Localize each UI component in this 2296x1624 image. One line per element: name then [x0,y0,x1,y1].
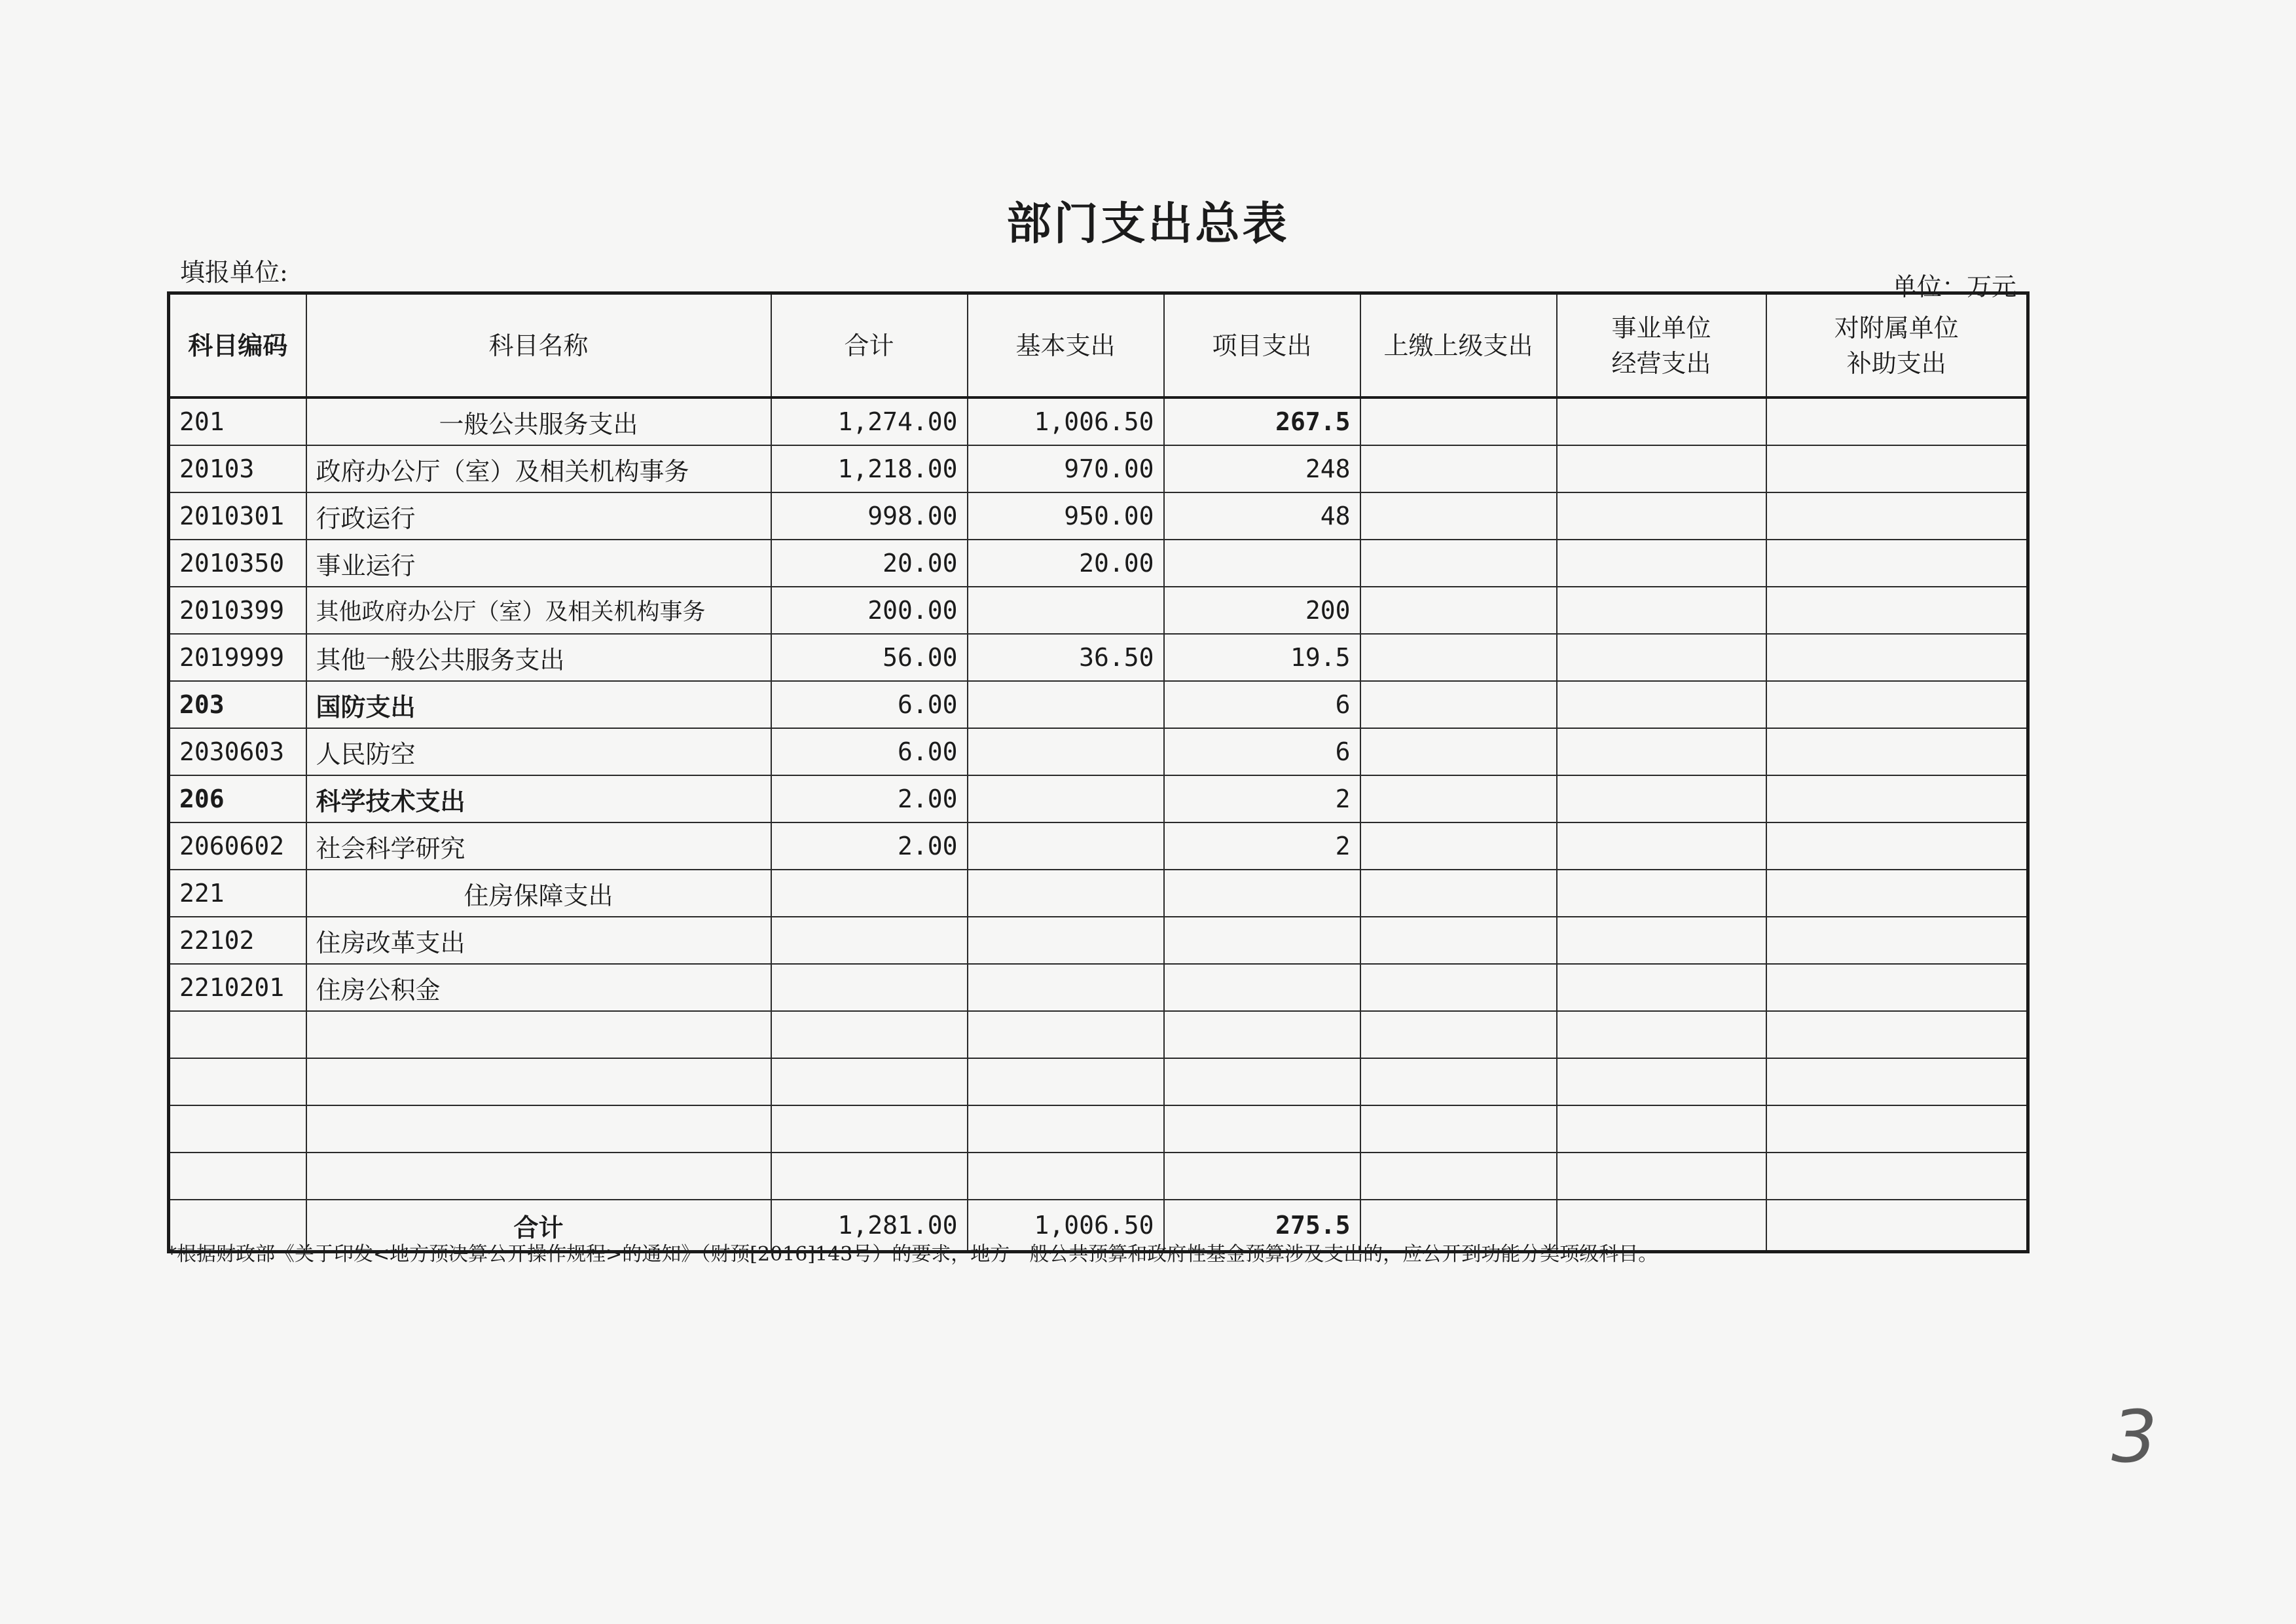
cell-biz [1557,917,1766,964]
cell-total: 1,274.00 [771,397,968,445]
cell-sub [1766,445,2028,492]
empty-cell [1557,1011,1766,1058]
table-row [169,775,2028,822]
cell-basic [968,587,1164,634]
empty-cell [1557,1153,1766,1200]
empty-cell [169,1011,306,1058]
cell-name: 住房公积金 [306,964,771,1011]
cell-code: 20103 [169,445,306,492]
cell-biz [1557,870,1766,917]
cell-sub [1766,728,2028,775]
header-biz-line1: 事业单位 [1611,313,1711,342]
cell-project: 248 [1164,445,1360,492]
table-row [169,634,2028,681]
empty-cell [306,1011,771,1058]
table-header-row [169,293,2028,398]
cell-code: 2010350 [169,540,306,587]
header-sub [1766,293,2028,398]
cell-biz [1557,681,1766,728]
empty-cell [169,1153,306,1200]
expenditure-table [167,291,2030,1253]
header-project: 项目支出 [1164,293,1360,398]
empty-row [169,1011,2028,1058]
cell-total: 2.00 [771,822,968,870]
cell-project: 267.5 [1164,397,1360,445]
cell-biz [1557,634,1766,681]
cell-name: 社会科学研究 [306,822,771,870]
table-row [169,587,2028,634]
header-sub-line2: 补助支出 [1846,348,1946,378]
money-unit-label: 单位：万元 [1892,272,2017,301]
cell-basic [968,775,1164,822]
empty-cell [1164,1011,1360,1058]
cell-sub [1766,492,2028,540]
empty-cell [1766,1011,2028,1058]
cell-upper [1360,728,1557,775]
cell-sub [1766,964,2028,1011]
cell-project: 19.5 [1164,634,1360,681]
cell-upper [1360,492,1557,540]
empty-cell [169,1058,306,1105]
table-row [169,822,2028,870]
cell-name: 国防支出 [306,681,771,728]
empty-cell [1766,1153,2028,1200]
total-basic: 1,006.50 [968,1200,1164,1252]
table-row [169,445,2028,492]
cell-basic [968,917,1164,964]
cell-project [1164,964,1360,1011]
cell-name: 其他政府办公厅（室）及相关机构事务 [306,587,771,634]
cell-basic [968,964,1164,1011]
cell-code: 201 [169,397,306,445]
cell-total: 200.00 [771,587,968,634]
cell-project: 2 [1164,775,1360,822]
cell-sub [1766,681,2028,728]
cell-sub [1766,775,2028,822]
total-sub [1766,1200,2028,1252]
cell-name: 其他一般公共服务支出 [306,634,771,681]
header-basic: 基本支出 [968,293,1164,398]
cell-name: 人民防空 [306,728,771,775]
cell-total: 56.00 [771,634,968,681]
cell-total: 998.00 [771,492,968,540]
header-upper: 上缴上级支出 [1360,293,1557,398]
empty-cell [306,1058,771,1105]
cell-upper [1360,587,1557,634]
cell-total [771,964,968,1011]
footnote: *根据财政部《关于印发<地方预决算公开操作规程>的通知》（财预[2016]143号）的要求，地方一般公共预算和政府性基金预算涉及支出的，应公开到功能分类项级科目。 [167,1243,1658,1266]
cell-project [1164,870,1360,917]
filling-unit-label: 填报单位: [180,258,288,287]
cell-name: 科学技术支出 [306,775,771,822]
cell-code: 221 [169,870,306,917]
cell-code: 2060602 [169,822,306,870]
cell-basic: 20.00 [968,540,1164,587]
page-title: 部门支出总表 [1006,198,1290,250]
header-code: 科目编码 [169,293,306,398]
empty-cell [968,1011,1164,1058]
empty-cell [771,1105,968,1153]
cell-name: 一般公共服务支出 [306,397,771,445]
empty-cell [771,1058,968,1105]
empty-cell [1360,1153,1557,1200]
empty-cell [968,1058,1164,1105]
cell-upper [1360,634,1557,681]
total-label: 合计 [306,1200,771,1252]
cell-basic [968,681,1164,728]
cell-biz [1557,775,1766,822]
empty-cell [968,1153,1164,1200]
empty-cell [306,1105,771,1153]
cell-basic: 970.00 [968,445,1164,492]
handwritten-page-number: 3 [2111,1395,2157,1479]
cell-biz [1557,540,1766,587]
cell-code: 22102 [169,917,306,964]
empty-cell [1557,1105,1766,1153]
cell-project [1164,917,1360,964]
table-row [169,870,2028,917]
cell-sub [1766,540,2028,587]
cell-sub [1766,917,2028,964]
cell-name: 住房改革支出 [306,917,771,964]
cell-total: 1,218.00 [771,445,968,492]
cell-total: 6.00 [771,681,968,728]
cell-basic [968,822,1164,870]
cell-basic [968,870,1164,917]
cell-biz [1557,964,1766,1011]
empty-cell [306,1153,771,1200]
empty-row [169,1058,2028,1105]
cell-basic: 950.00 [968,492,1164,540]
empty-row [169,1105,2028,1153]
cell-code: 203 [169,681,306,728]
empty-cell [771,1153,968,1200]
cell-upper [1360,540,1557,587]
header-total: 合计 [771,293,968,398]
table-row [169,964,2028,1011]
cell-biz [1557,587,1766,634]
cell-project: 2 [1164,822,1360,870]
cell-code: 2010399 [169,587,306,634]
cell-upper [1360,822,1557,870]
cell-total: 20.00 [771,540,968,587]
header-biz-line2: 经营支出 [1611,348,1711,378]
empty-cell [1766,1058,2028,1105]
empty-cell [771,1011,968,1058]
cell-code: 206 [169,775,306,822]
empty-cell [1164,1058,1360,1105]
cell-upper [1360,397,1557,445]
cell-biz [1557,728,1766,775]
cell-project: 6 [1164,681,1360,728]
cell-biz [1557,445,1766,492]
empty-row [169,1153,2028,1200]
cell-upper [1360,775,1557,822]
cell-project: 48 [1164,492,1360,540]
cell-total: 6.00 [771,728,968,775]
empty-cell [169,1105,306,1153]
cell-upper [1360,917,1557,964]
cell-total [771,870,968,917]
table-row [169,917,2028,964]
empty-cell [1360,1058,1557,1105]
cell-biz [1557,822,1766,870]
table-row [169,540,2028,587]
empty-cell [1557,1058,1766,1105]
empty-cell [1164,1105,1360,1153]
cell-biz [1557,492,1766,540]
empty-cell [1360,1011,1557,1058]
total-project: 275.5 [1164,1200,1360,1252]
cell-project: 200 [1164,587,1360,634]
cell-basic: 36.50 [968,634,1164,681]
cell-code: 2019999 [169,634,306,681]
empty-cell [1360,1105,1557,1153]
cell-sub [1766,634,2028,681]
empty-cell [1164,1153,1360,1200]
empty-cell [1766,1105,2028,1153]
cell-upper [1360,445,1557,492]
cell-code: 2210201 [169,964,306,1011]
cell-name: 行政运行 [306,492,771,540]
cell-basic [968,728,1164,775]
table-row [169,492,2028,540]
cell-upper [1360,681,1557,728]
header-name: 科目名称 [306,293,771,398]
cell-name: 住房保障支出 [306,870,771,917]
empty-cell [968,1105,1164,1153]
total-total: 1,281.00 [771,1200,968,1252]
table-row [169,397,2028,445]
header-sub-line1: 对附属单位 [1834,313,1959,342]
cell-sub [1766,397,2028,445]
cell-biz [1557,397,1766,445]
cell-name: 政府办公厅（室）及相关机构事务 [306,445,771,492]
table-row [169,728,2028,775]
cell-sub [1766,587,2028,634]
cell-code: 2030603 [169,728,306,775]
cell-sub [1766,870,2028,917]
cell-code: 2010301 [169,492,306,540]
cell-upper [1360,870,1557,917]
cell-project [1164,540,1360,587]
cell-name: 事业运行 [306,540,771,587]
cell-total [771,917,968,964]
cell-upper [1360,964,1557,1011]
cell-basic: 1,006.50 [968,397,1164,445]
table-row [169,681,2028,728]
cell-total: 2.00 [771,775,968,822]
cell-sub [1766,822,2028,870]
cell-project: 6 [1164,728,1360,775]
header-biz [1557,293,1766,398]
